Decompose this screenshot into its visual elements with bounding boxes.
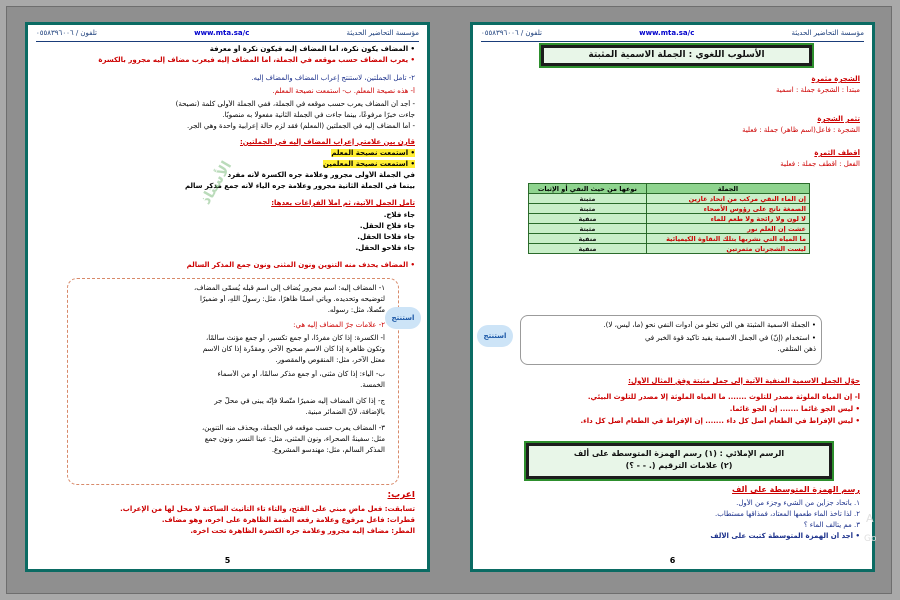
text-line: جاء فلاح. [383,211,415,219]
text-line: الخمسة. [360,381,385,389]
page-6 [470,22,875,572]
highlighted-text: • استمعت نصيحة المعلم [331,149,415,157]
text-line: - أجد أن المضاف يعرب حسب موقعه في الجملة، ففي الجملة الأولى كلمة (نصيحة) [175,100,415,108]
text-line: بالإضافة، لأنّ الضمائر مبنية. [305,408,385,416]
text-line: ب- الياء: إذا كان مثنى، أو جمع مذكر سالمًا، أو من الأسماء [217,370,385,378]
text-line: بينما في الجملة الثانية مجرور وعلامة جره الياء لأنه جمع مذكر سالم [184,182,415,190]
text-line: متّصلًا، مثل: رسولُه. [327,306,385,314]
page-number: 5 [224,556,231,565]
text-line: معتل الآخر، مثل: المنقوص والمقصور. [275,356,385,364]
text-line: المطر: مضاف إليه مجرور وعلامة جره الكسرة الظاهرة تحت آخره. [190,527,415,535]
text-line: مثل: سفينةُ الصحراء، ونون المثنى، مثل: عينا النسر، ونون جمع [204,435,385,443]
text-line: • أجد أن الهمزة المتوسطة كتبت على الألف [710,532,860,540]
table-cell: منفية [529,244,647,254]
section-title: أعرب: [387,491,415,500]
text-line: أ- الكسرة: إذا كان مفردًا، أو جمع تكسير، أو جمع مؤنث سالمًا، [205,334,385,342]
table-cell: مثبتة [529,224,647,234]
highlighted-text: • استمعت نصيحة المعلمين [322,160,415,168]
table-row [529,204,810,214]
table-row [529,224,810,234]
header-phone: تلفون / ٠٥٥٨٣٩٦٠٠٦ [481,29,542,37]
text-line: جاء فلاحو الحقل. [355,244,415,252]
text-line: • الجملة الاسمية المثبتة هي التي تخلو من أدوات النفي نحو (ما، ليس، لا). [603,321,816,329]
text-line: الشجرة : فاعل(اسم ظاهر) جملة : فعلية [742,126,860,134]
text-line: أ- إن المياه الملوثة مصدر للتلوث ....... ما المياه الملوثة إلا مصدر للتلوث البيئي. [587,393,860,401]
page-number: 6 [669,556,676,565]
text-line: تثمر الشجرة [817,115,860,123]
spelling-heading-box [526,443,832,479]
table-cell: عشت إن العلم نور [646,224,809,234]
text-line: ذهن المتلقي. [777,345,816,353]
header-phone: تلفون / ٠٥٥٨٣٩٦٠٠٦ [36,29,97,37]
header-site-link[interactable]: www.mta.sa/c [194,29,250,37]
text-line: تسابقت: فعل ماضٍ مبني على الفتح، والتاء تاء التأنيث الساكنة لا محل لها من الإعراب. [120,505,415,513]
header-site-link[interactable]: www.mta.sa/c [639,29,695,37]
text-line: • ليس الجو غائما ....... إن الجو غائما. [729,405,860,413]
text-line: ٢- تأمل الجملتين، لاستنتج إعراب المضاف والمضاف إليه. [251,74,415,82]
table-cell: مثبتة [529,204,647,214]
text-line: ١- المضاف إليه: اسم مجرور يُضاف إلى اسم قبله يُسمّى المضاف، [193,284,385,292]
table-header: نوعها من حيث النفي أو الإثبات [529,184,647,194]
text-line: • ليس الإفراط في الطعام أصل كل داء ....... إن الإفراط في الطعام أصل كل داء. [580,417,860,425]
table-cell: إن الماء النقي مركب من اتحاد غازين [646,194,809,204]
sentences-table [528,183,810,254]
text-line: ٣- المضاف يعرب حسب موقعه في الجملة، ويحذف منه التنوين، [202,424,385,432]
text-line: الفعل : أقطف جملة : فعلية [780,160,860,168]
side-overlay-text: Go [864,534,877,544]
conclude-badge: استنتج [477,325,513,347]
table-cell: ليست الشجرتان مثمرتين [646,244,809,254]
text-line: في الجملة الأولى مجرور وعلامة جره الكسرة لأنه مفرد [227,171,415,179]
table-cell: منفية [529,214,647,224]
text-line: وتكون ظاهرة إذا كان الاسم صحيح الآخر، ومقدّرة إذا كان الاسم [202,345,385,353]
table-cell: الصمغة ناتج على رؤوس الأصحاء [646,204,809,214]
text-line: • استخدام (إنّ) في الجمل الاسمية يفيد تأكيد قوة الخبر في [644,334,816,342]
text-line: جاءت خبرًا مرفوعًا، بينما جاءت في الجملة الثانية مفعولًا به منصوبًا. [222,111,415,119]
header-company: مؤسسة التحاضير الحديثة [346,29,419,37]
side-overlay-text: A [866,512,874,525]
text-line: أقطف الثمرة [814,149,860,157]
text-line: ٣. مم يتألف الماء ؟ [803,521,860,529]
header-company: مؤسسة التحاضير الحديثة [791,29,864,37]
page-5 [25,22,430,572]
section-title: حوّل الجمل الاسمية المنفية الآتية إلى جمل مثبتة وفق المثال الأول: [628,377,860,385]
text-line: • المضاف يحذف منه التنوين ونون المثنى ونون جمع المذكر السالم [186,261,415,269]
watermark-logo: الأستاذ [197,158,236,208]
text-line: جاء فلاحا الحقل. [357,233,415,241]
table-cell: ما المياه التي نشربها بتلك النقاوة الكيميائية [646,234,809,244]
table-row [529,214,810,224]
table-row [529,244,810,254]
text-line: • يعرب المضاف حسب موقعه في الجملة، أما المضاف إليه فيعرب مضاف إليه مجرور بالكسرة [98,56,415,64]
heading-line: الرسم الإملائي : (١) رسم الهمزة المتوسطة على ألف [573,449,785,458]
page-header [481,29,864,42]
text-line: مبتدأ : الشجرة جملة : اسمية [776,86,860,94]
text-line: • المضاف يكون نكرة، أما المضاف إليه فيكون نكرة أو معرفة [209,45,415,53]
text-line: - أما المضاف إليه في الجملتين (المعلم) فقد لزم حالة إعرابية واحدة وهي الجر. [186,122,415,130]
table-header-row [529,184,810,194]
table-cell: مثبتة [529,194,647,204]
text-line: أ- هذه نصيحة المعلم. ب- استمعت نصيحة المعلم. [272,87,415,95]
section-title: رسم الهمزة المتوسطة على ألف [732,485,860,494]
table-cell: لا لون ولا رائحة ولا طعم للماء [646,214,809,224]
table-header: الجملة [646,184,809,194]
table-row [529,234,810,244]
text-line: الشجرة مثمرة [811,75,860,83]
text-line: ٢. لذا تأخذ الماء طعمها المعتاد، فمذاقها مستطاب. [715,510,860,518]
text-line: المذكر السالم، مثل: مهندسو المشروع. [271,446,385,454]
conclude-badge: استنتج [385,307,421,329]
section-title: تأمل الجمل الآتية، ثم أملأ الفراغات بعدها: [271,199,415,207]
table-cell: منفية [529,234,647,244]
section-heading: الأسلوب اللغوي : الجملة الاسمية المثبتة [541,45,812,66]
section-title: قارن بين علامتي إعراب المضاف إليه في الجملتين: [239,138,415,146]
text-line [40,149,415,158]
text-line: لتوضيحه وتحديده. ويأتي اسمًا ظاهرًا، مثل: رسولُ اللهِ، أو ضميرًا [199,295,385,303]
text-line: ج- إذا كان المضاف إليه ضميرًا متّصلًا فإنّه يبنى في محلّ جر [214,397,385,405]
text-line: ٢- علامات جرّ المضاف إليه هي: [293,321,385,329]
table-row [529,194,810,204]
text-line: قطرات: فاعل مرفوع وعلامة رفعه الضمة الظاهرة على آخره، وهو مضاف. [161,516,415,524]
heading-line: (٢) علامات الترقيم (. - - ؟) [625,461,733,470]
page-header [36,29,419,42]
text-line: جاء فلاح الحقل. [359,222,415,230]
text-line: ١. باتحاد جزأين من الشيء وجزء من الأول. [736,499,860,507]
